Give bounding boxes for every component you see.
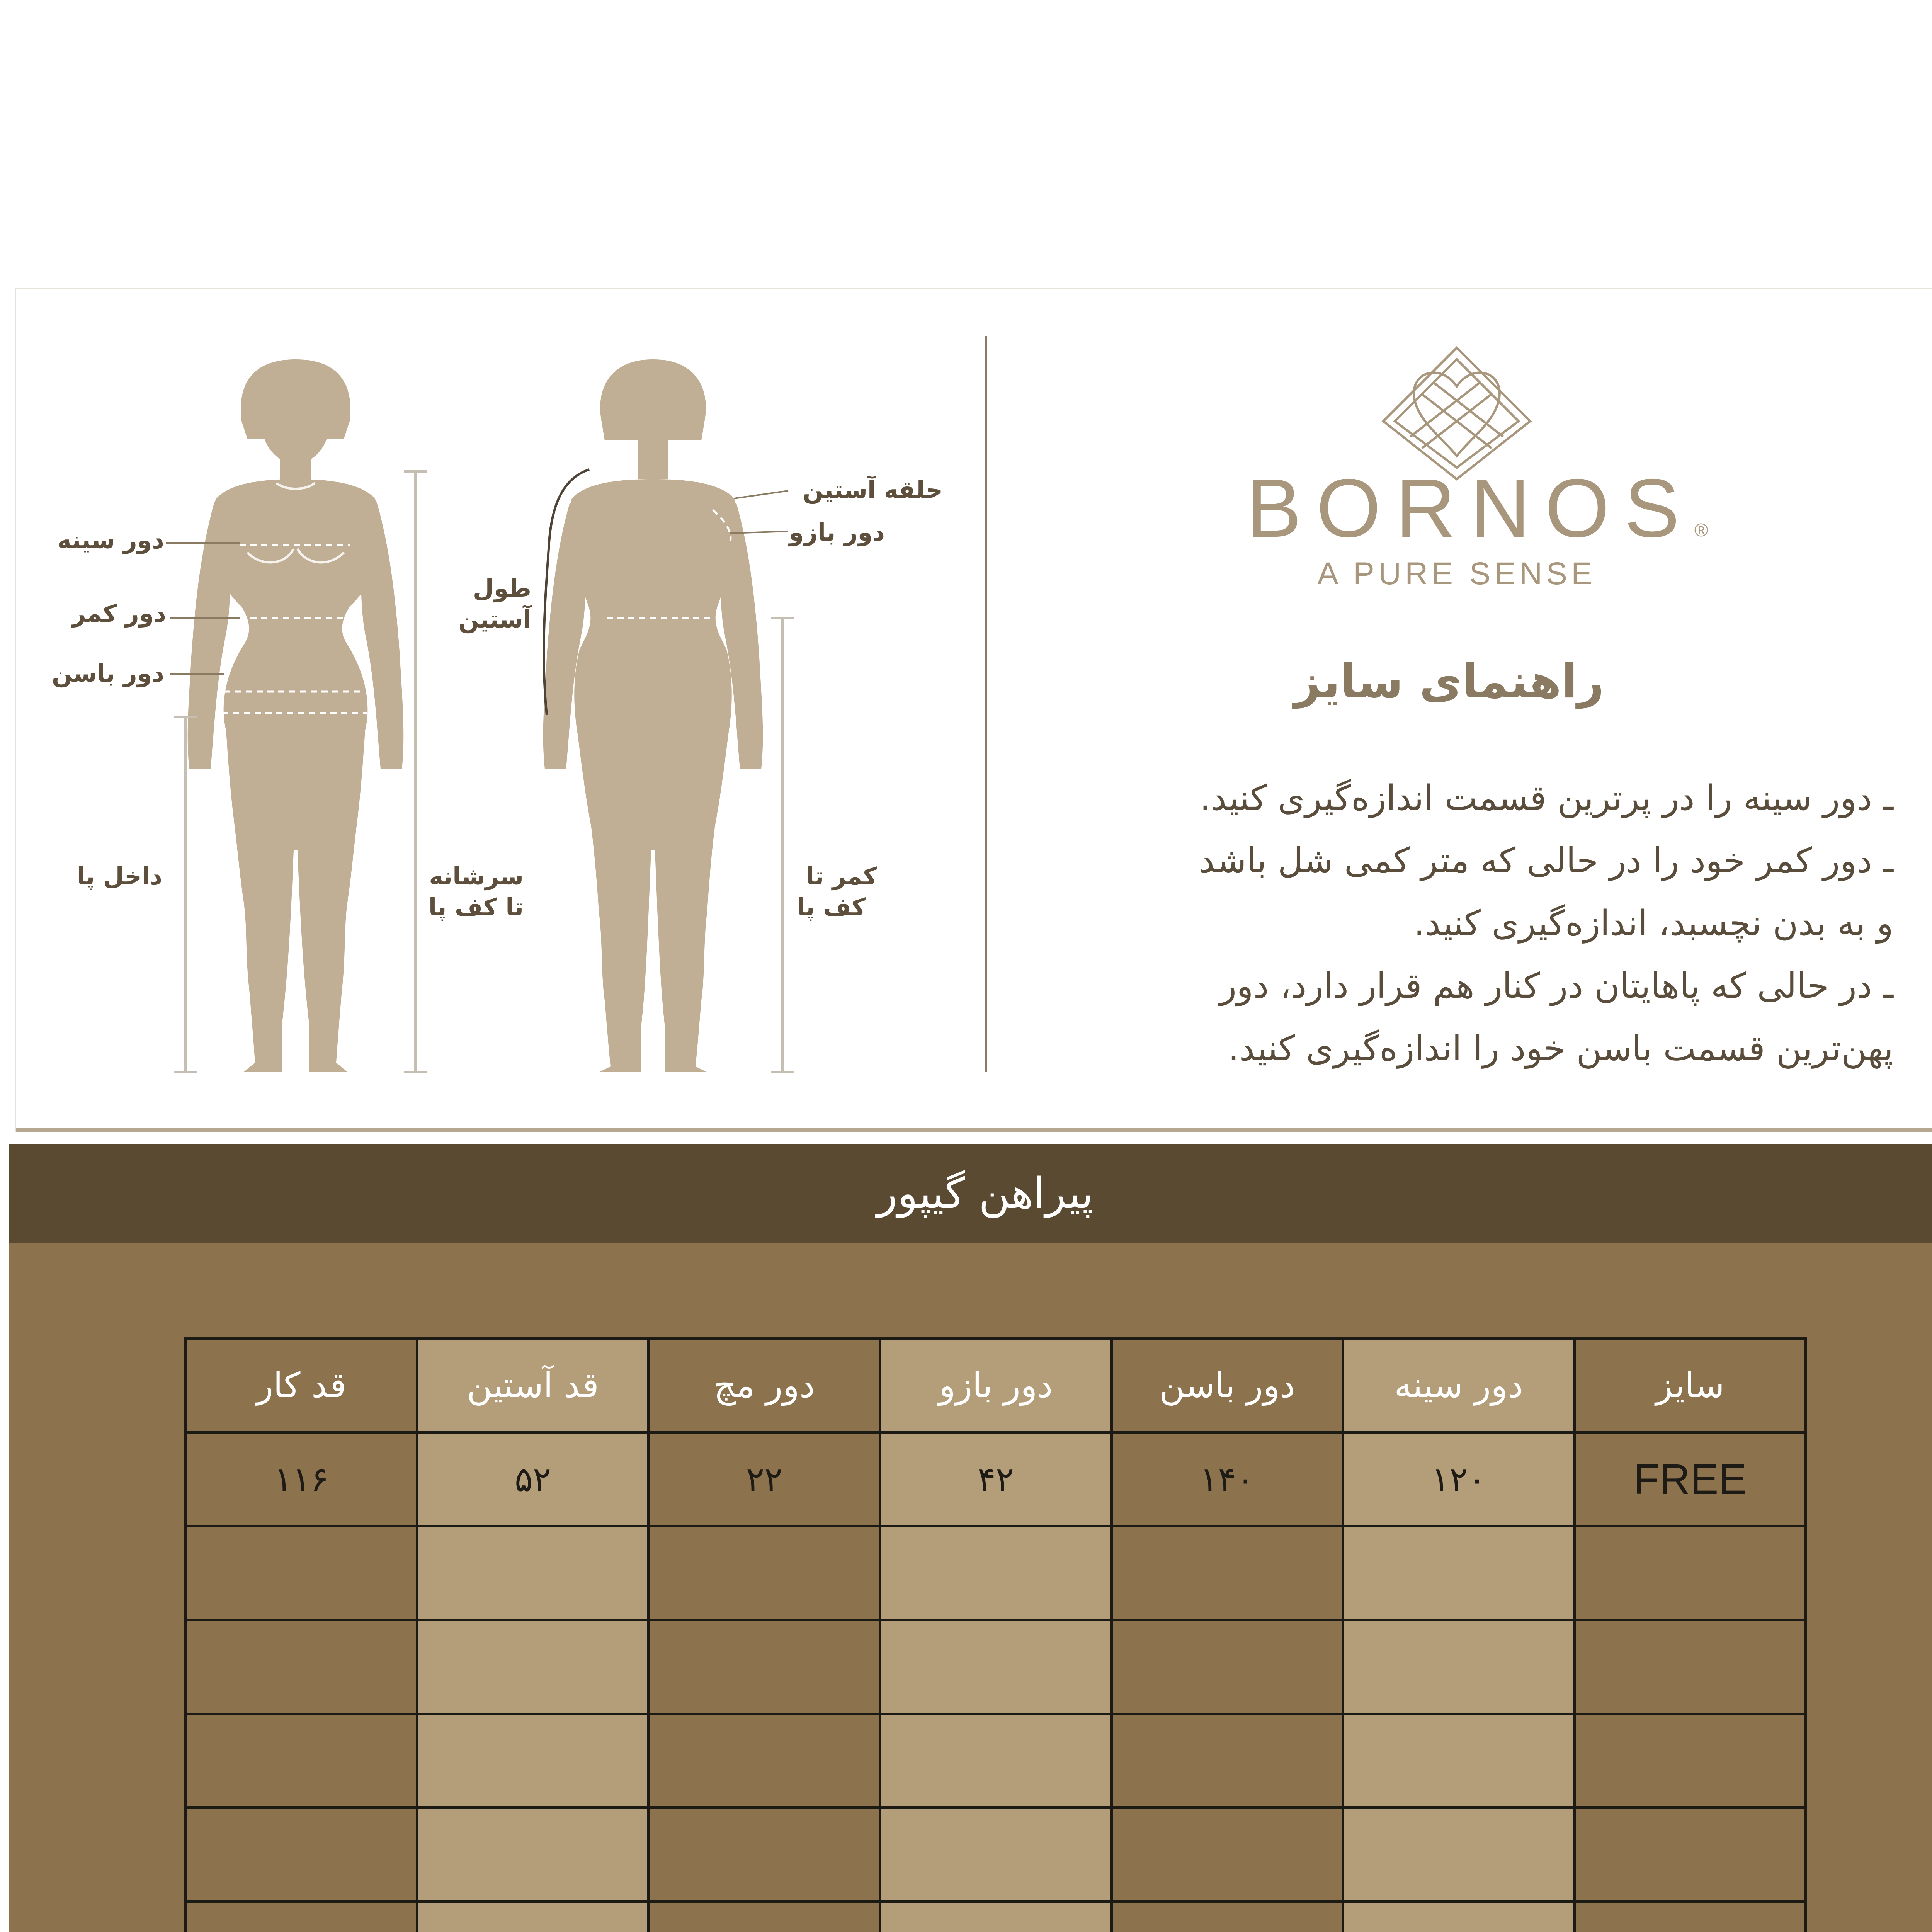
table-cell (417, 1714, 649, 1808)
table-cell: ۱۴۰ (1112, 1432, 1343, 1526)
table-cell (880, 1526, 1112, 1620)
table-cell (1343, 1714, 1575, 1808)
table-cell (417, 1526, 649, 1620)
table-cell (880, 1714, 1112, 1808)
table-cell (186, 1714, 417, 1808)
table-row (186, 1902, 1806, 1932)
table-cell (417, 1620, 649, 1714)
table-cell (186, 1526, 417, 1620)
table-cell (1343, 1620, 1575, 1714)
table-header-row (186, 1338, 1806, 1432)
table-cell (1343, 1526, 1575, 1620)
table-row (186, 1808, 1806, 1902)
chart-title: پیراهن گیپور (877, 1168, 1094, 1218)
instruction-line: ـ دور کمر خود را در حالی که متر کمی شل باشد (1199, 840, 1893, 881)
table-cell (1575, 1620, 1806, 1714)
table-cell (649, 1620, 880, 1714)
instruction-line: و به بدن نچسبد، اندازه‌گیری کنید. (1413, 903, 1893, 944)
front-body-figure (188, 359, 404, 1072)
brand-tagline: A PURE SENSE (1317, 556, 1596, 591)
table-cell: ۱۲۰ (1343, 1432, 1575, 1526)
table-cell (880, 1620, 1112, 1714)
table-cell (880, 1902, 1112, 1932)
column-header: دور باسن (1112, 1338, 1343, 1432)
label-waist-to-floor-1: کمر تا (806, 862, 877, 890)
table-cell: ۲۲ (649, 1432, 880, 1526)
table-cell (1575, 1902, 1806, 1932)
table-cell: ۵۲ (417, 1432, 649, 1526)
brand-registered-mark: ® (1694, 520, 1708, 541)
size-chart-panel (9, 1144, 1932, 1932)
vertical-divider (985, 336, 987, 1072)
table-cell (1112, 1620, 1343, 1714)
column-header: دور سینه (1343, 1338, 1575, 1432)
column-header: دور مچ (649, 1338, 880, 1432)
table-cell (880, 1808, 1112, 1902)
column-header: دور بازو (880, 1338, 1112, 1432)
label-sleeve-length-2: آستین (458, 605, 531, 633)
table-cell (649, 1714, 880, 1808)
column-header: قد کار (186, 1338, 417, 1432)
table-cell (186, 1620, 417, 1714)
table-cell (1343, 1808, 1575, 1902)
table-cell (649, 1526, 880, 1620)
table-cell (1575, 1808, 1806, 1902)
instruction-line: ـ در حالی که پاهایتان در کنار هم قرار دارد، دور (1219, 966, 1893, 1006)
label-upper-arm: دور بازو (789, 518, 885, 546)
label-bust: دور سینه (57, 526, 164, 554)
table-cell: ۱۱۶ (186, 1432, 417, 1526)
table-row (186, 1526, 1806, 1620)
brand-name: BORNOS (1246, 461, 1694, 554)
column-header: قد آستین (417, 1338, 649, 1432)
label-shoulder-to-floor-2: تا کف پا (428, 893, 524, 921)
table-cell (1112, 1902, 1343, 1932)
label-shoulder-to-floor-1: سرشانه (429, 862, 524, 890)
size-guide-title: راهنمای سایز (1294, 655, 1604, 709)
table-row (186, 1432, 1806, 1526)
table-cell (649, 1808, 880, 1902)
label-hip: دور باسن (52, 659, 164, 687)
label-waist-to-floor-2: کف پا (796, 893, 866, 921)
column-header: سایز (1575, 1338, 1806, 1432)
table-cell (1575, 1714, 1806, 1808)
table-row (186, 1620, 1806, 1714)
table-cell (1112, 1808, 1343, 1902)
chart-header (9, 1144, 1932, 1243)
measurement-instructions (1043, 767, 1893, 1080)
table-cell (1575, 1526, 1806, 1620)
table-row (186, 1714, 1806, 1808)
back-body-figure (543, 359, 763, 1072)
label-sleeve-length-1: طول (473, 574, 531, 602)
label-inseam: داخل پا (77, 862, 162, 890)
table-cell (1112, 1526, 1343, 1620)
body-figures (0, 0, 1005, 1132)
instruction-line: ـ دور سینه را در پرترین قسمت اندازه‌گیری کنید. (1200, 778, 1893, 818)
table-cell (186, 1902, 417, 1932)
table-cell (186, 1808, 417, 1902)
table-cell (1112, 1714, 1343, 1808)
table-cell: ۴۲ (880, 1432, 1112, 1526)
table-cell (417, 1808, 649, 1902)
table-cell (649, 1902, 880, 1932)
label-waist: دور کمر (72, 599, 166, 628)
instruction-line: پهن‌ترین قسمت باسن خود را اندازه‌گیری کنید. (1228, 1028, 1893, 1069)
table-cell (417, 1902, 649, 1932)
table-cell: FREE (1575, 1432, 1806, 1526)
size-table (184, 1337, 1807, 1932)
label-armhole: حلقه آستین (803, 476, 943, 504)
table-cell (1343, 1902, 1575, 1932)
